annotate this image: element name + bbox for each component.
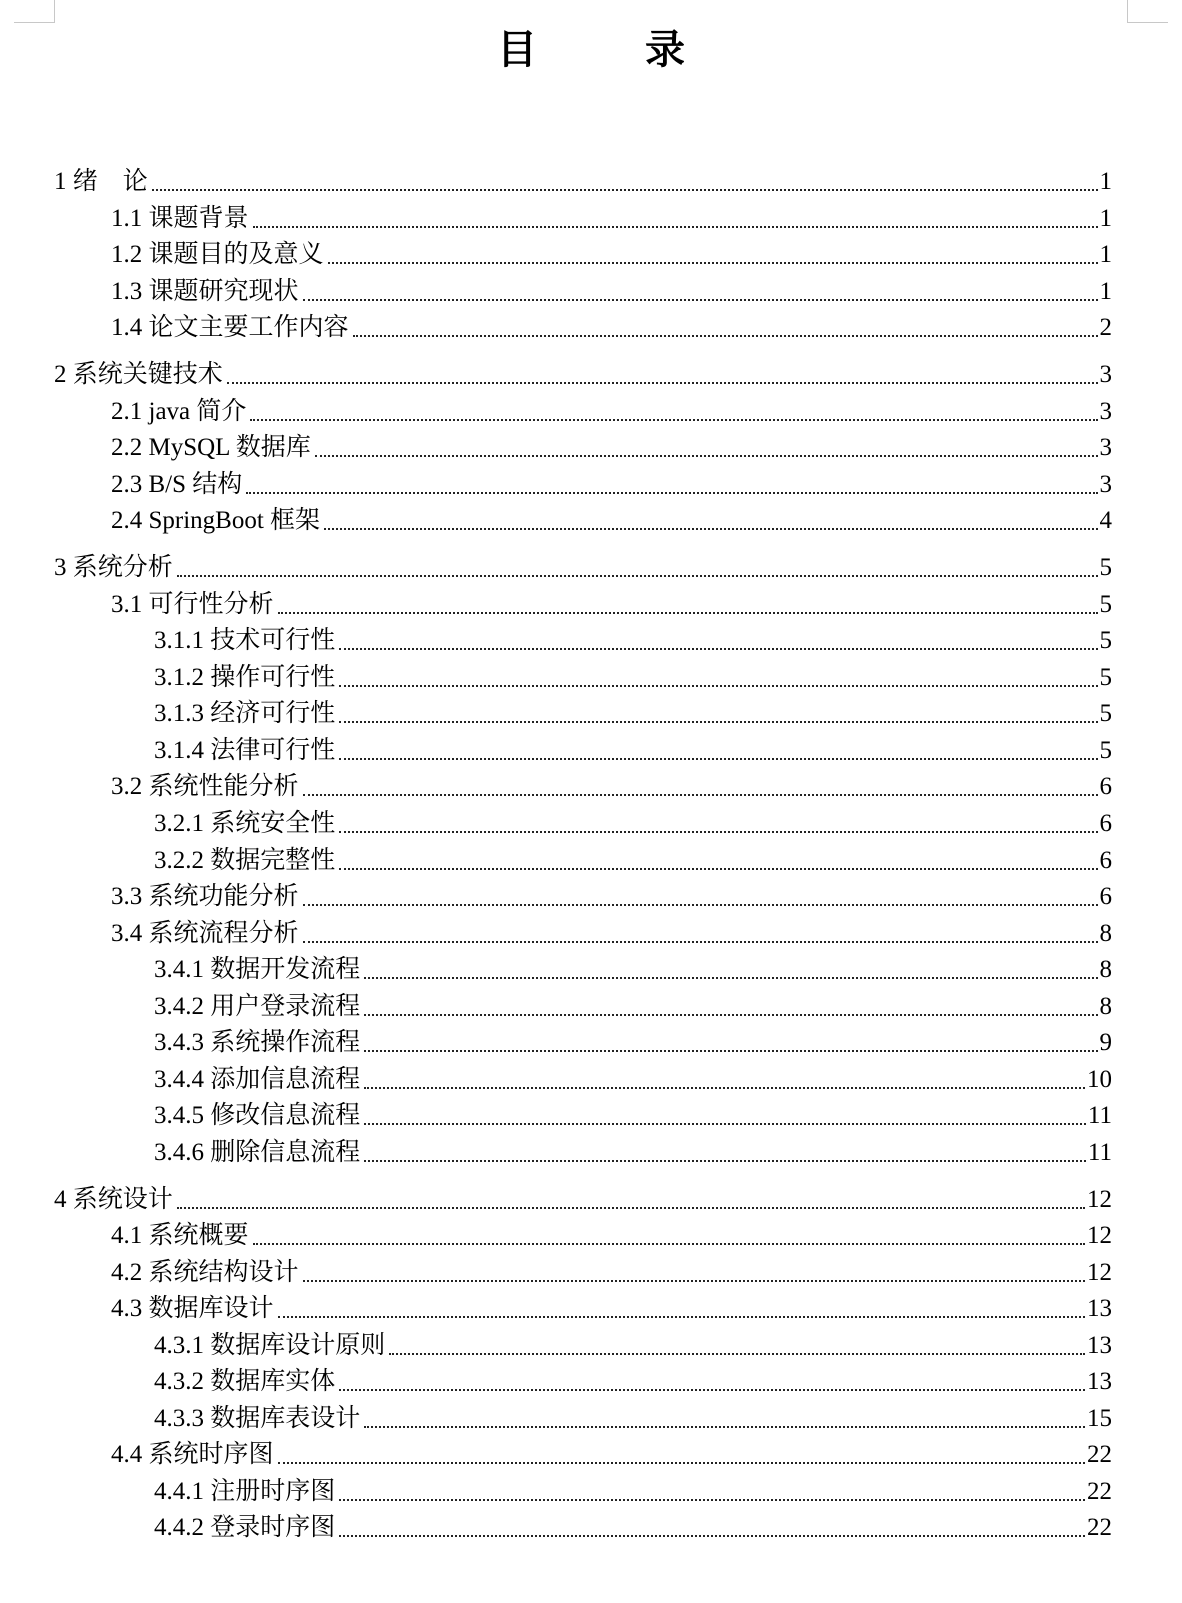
toc-dot-leader	[303, 794, 1098, 796]
toc-entry[interactable]	[154, 1403, 1112, 1435]
toc-entry[interactable]	[54, 1184, 1112, 1216]
toc-entry-label: 4 系统设计	[54, 1186, 173, 1213]
toc-entry[interactable]	[154, 625, 1112, 657]
toc-dot-leader	[339, 1389, 1085, 1391]
toc-entry-label: 2.3 B/S 结构	[111, 471, 243, 498]
toc-entry-label: 3.1.2 操作可行性	[154, 664, 336, 691]
toc-dot-leader	[339, 868, 1097, 870]
toc-entry-label: 2.1 java 简介	[111, 398, 247, 425]
toc-entry[interactable]	[111, 239, 1112, 271]
toc-dot-leader	[253, 1243, 1085, 1245]
toc-dot-leader	[339, 1499, 1085, 1501]
toc-page-number: 5	[1099, 737, 1112, 764]
toc-entry[interactable]	[154, 991, 1112, 1023]
toc-entry-label: 3.4.5 修改信息流程	[154, 1102, 361, 1129]
toc-entry-label: 3.4.1 数据开发流程	[154, 956, 361, 983]
toc-page-number: 10	[1087, 1066, 1112, 1093]
toc-dot-leader	[278, 612, 1098, 614]
toc-page-number: 13	[1087, 1332, 1112, 1359]
toc-page-number: 5	[1099, 554, 1112, 581]
toc-page-number: 11	[1087, 1102, 1112, 1129]
toc-page-number: 5	[1099, 664, 1112, 691]
toc-entry-label: 4.3.3 数据库表设计	[154, 1405, 361, 1432]
toc-entry-label: 1 绪 论	[54, 168, 148, 195]
toc-dot-leader	[389, 1353, 1085, 1355]
toc-dot-leader	[303, 904, 1098, 906]
toc-page-number: 22	[1087, 1514, 1112, 1541]
toc-page-number: 3	[1099, 361, 1112, 388]
toc-dot-leader	[315, 455, 1098, 457]
toc-entry-label: 3.4.2 用户登录流程	[154, 993, 361, 1020]
toc-page-number: 3	[1099, 471, 1112, 498]
toc-dot-leader	[339, 648, 1097, 650]
toc-dot-leader	[250, 419, 1097, 421]
toc-entry-label: 1.3 课题研究现状	[111, 278, 299, 305]
toc-entry[interactable]	[111, 1293, 1112, 1325]
toc-entry[interactable]	[111, 1220, 1112, 1252]
toc-page-number: 13	[1087, 1368, 1112, 1395]
toc-entry[interactable]	[154, 1330, 1112, 1362]
toc-dot-leader	[246, 492, 1097, 494]
toc-page-number: 3	[1099, 434, 1112, 461]
toc-page-number: 12	[1087, 1222, 1112, 1249]
toc-page-number: 5	[1099, 627, 1112, 654]
toc-entry-label: 2.4 SpringBoot 框架	[111, 507, 321, 534]
toc-entry[interactable]	[154, 1512, 1112, 1544]
toc-entry[interactable]	[111, 312, 1112, 344]
toc-dot-leader	[303, 941, 1098, 943]
toc-dot-leader	[339, 1535, 1085, 1537]
toc-entry-label: 3.3 系统功能分析	[111, 883, 299, 910]
toc-entry-label: 4.3.1 数据库设计原则	[154, 1332, 386, 1359]
toc-page-number: 1	[1099, 168, 1112, 195]
toc-page-number: 22	[1087, 1478, 1112, 1505]
toc-dot-leader	[328, 262, 1098, 264]
toc-page-number: 22	[1087, 1441, 1112, 1468]
toc-entry[interactable]	[111, 1257, 1112, 1289]
toc-dot-leader	[364, 1014, 1097, 1016]
toc-entry[interactable]	[111, 432, 1112, 464]
toc-page-number: 12	[1087, 1186, 1112, 1213]
toc-dot-leader	[339, 831, 1097, 833]
toc-entry-label: 3.4.6 删除信息流程	[154, 1139, 361, 1166]
toc-dot-leader	[364, 1050, 1097, 1052]
toc-entry-label: 3 系统分析	[54, 554, 173, 581]
toc-page-number: 4	[1099, 507, 1112, 534]
toc-page-number: 6	[1099, 847, 1112, 874]
toc-entry[interactable]	[154, 1100, 1112, 1132]
toc-entry-label: 3.1.4 法律可行性	[154, 737, 336, 764]
toc-entry[interactable]	[154, 808, 1112, 840]
toc-page-number: 5	[1099, 700, 1112, 727]
toc-entry-label: 3.4 系统流程分析	[111, 920, 299, 947]
toc-entry-label: 3.4.3 系统操作流程	[154, 1029, 361, 1056]
toc-entry[interactable]	[111, 203, 1112, 235]
toc-dot-leader	[227, 382, 1098, 384]
toc-entry[interactable]	[154, 662, 1112, 694]
toc-dot-leader	[364, 1123, 1086, 1125]
toc-dot-leader	[339, 685, 1097, 687]
toc-dot-leader	[339, 721, 1097, 723]
toc-entry[interactable]	[111, 469, 1112, 501]
toc-entry[interactable]	[54, 552, 1112, 584]
toc-dot-leader	[278, 1462, 1085, 1464]
toc-page-number: 11	[1087, 1139, 1112, 1166]
toc-entry-label: 4.4 系统时序图	[111, 1441, 274, 1468]
toc-dot-leader	[152, 189, 1098, 191]
toc-entry[interactable]	[54, 359, 1112, 391]
toc-entry-label: 3.2.2 数据完整性	[154, 847, 336, 874]
toc-entry-label: 4.4.2 登录时序图	[154, 1514, 336, 1541]
toc-page-number: 6	[1099, 883, 1112, 910]
toc-dot-leader	[364, 1160, 1086, 1162]
toc-page-number: 8	[1099, 920, 1112, 947]
toc-page-number: 13	[1087, 1295, 1112, 1322]
toc-page-number: 1	[1099, 241, 1112, 268]
toc-entry[interactable]	[154, 845, 1112, 877]
toc-page-number: 1	[1099, 205, 1112, 232]
toc-page-number: 2	[1099, 314, 1112, 341]
toc-entry[interactable]	[154, 1027, 1112, 1059]
toc-entry-label: 3.4.4 添加信息流程	[154, 1066, 361, 1093]
toc-page-number: 1	[1099, 278, 1112, 305]
toc-entry-label: 4.1 系统概要	[111, 1222, 249, 1249]
toc-dot-leader	[177, 575, 1098, 577]
toc-entry[interactable]	[111, 396, 1112, 428]
toc-entry[interactable]	[111, 505, 1112, 537]
toc-entry[interactable]	[54, 166, 1112, 198]
toc-page-number: 6	[1099, 810, 1112, 837]
toc-entry-label: 4.2 系统结构设计	[111, 1259, 299, 1286]
toc-entry[interactable]	[154, 954, 1112, 986]
toc-entry[interactable]	[154, 1064, 1112, 1096]
toc-page-number: 15	[1087, 1405, 1112, 1432]
toc-entry-label: 1.4 论文主要工作内容	[111, 314, 349, 341]
toc-dot-leader	[303, 1280, 1085, 1282]
toc-page-number: 8	[1099, 956, 1112, 983]
toc-entry-label: 4.3.2 数据库实体	[154, 1368, 336, 1395]
toc-entry[interactable]	[154, 1366, 1112, 1398]
toc-dot-leader	[364, 1087, 1085, 1089]
toc-entry-label: 3.1.3 经济可行性	[154, 700, 336, 727]
toc-entry[interactable]	[154, 1137, 1112, 1169]
toc-dot-leader	[324, 528, 1097, 530]
toc-entry-label: 2 系统关键技术	[54, 361, 223, 388]
page-title: 目 录	[497, 27, 719, 73]
toc-dot-leader	[364, 1426, 1085, 1428]
toc-page-number: 3	[1099, 398, 1112, 425]
toc-entry[interactable]	[111, 1439, 1112, 1471]
toc-dot-leader	[303, 299, 1098, 301]
toc-entry-label: 3.1 可行性分析	[111, 591, 274, 618]
toc-page-number: 5	[1099, 591, 1112, 618]
toc-dot-leader	[353, 335, 1098, 337]
toc-entry[interactable]	[111, 771, 1112, 803]
toc-dot-leader	[364, 977, 1097, 979]
toc-page-number: 6	[1099, 773, 1112, 800]
toc-dot-leader	[253, 226, 1098, 228]
toc-entry[interactable]	[111, 589, 1112, 621]
toc-entry-label: 1.1 课题背景	[111, 205, 249, 232]
toc-entry-label: 2.2 MySQL 数据库	[111, 434, 311, 461]
toc-entry[interactable]	[111, 276, 1112, 308]
toc-entry[interactable]	[111, 918, 1112, 950]
toc-entry-label: 4.4.1 注册时序图	[154, 1478, 336, 1505]
toc-dot-leader	[339, 758, 1097, 760]
toc-entry-label: 4.3 数据库设计	[111, 1295, 274, 1322]
toc-entry[interactable]	[154, 1476, 1112, 1508]
toc-dot-leader	[177, 1207, 1085, 1209]
toc-entry-label: 3.2.1 系统安全性	[154, 810, 336, 837]
toc-entry-label: 1.2 课题目的及意义	[111, 241, 324, 268]
toc-entry[interactable]	[111, 881, 1112, 913]
toc-page-number: 12	[1087, 1259, 1112, 1286]
toc-page-number: 8	[1099, 993, 1112, 1020]
toc-page-number: 9	[1099, 1029, 1112, 1056]
toc-entry[interactable]	[154, 735, 1112, 767]
toc-entry-label: 3.1.1 技术可行性	[154, 627, 336, 654]
toc-entry[interactable]	[154, 698, 1112, 730]
toc-dot-leader	[278, 1316, 1085, 1318]
toc-entry-label: 3.2 系统性能分析	[111, 773, 299, 800]
